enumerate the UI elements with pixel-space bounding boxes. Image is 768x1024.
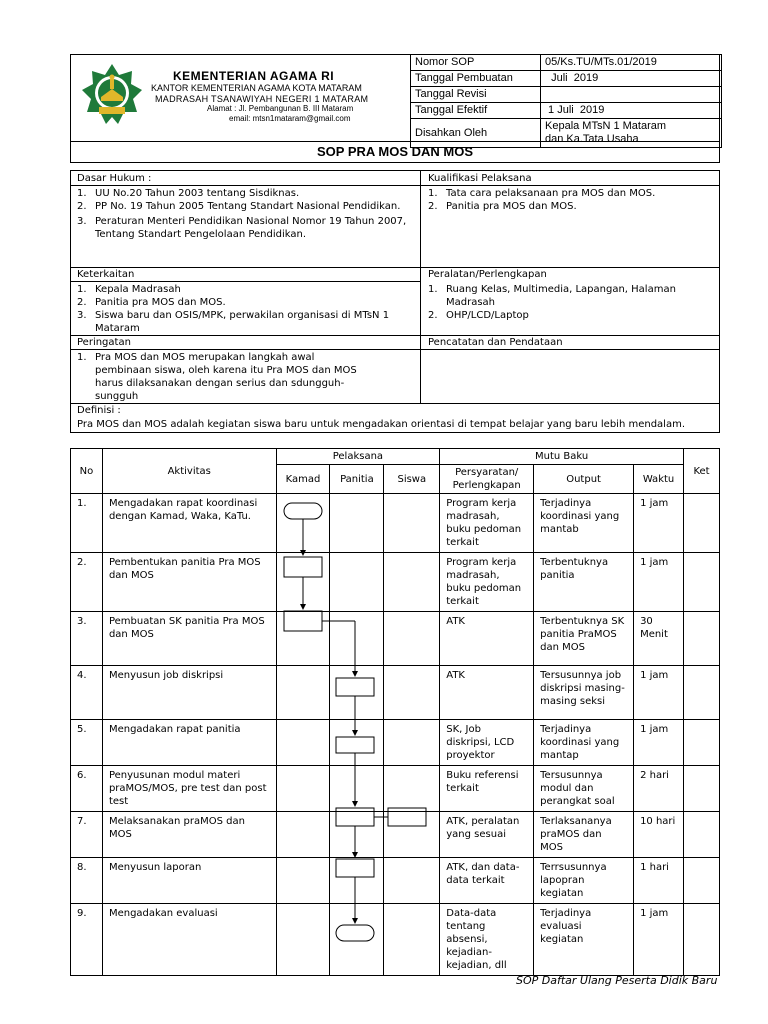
list-item: 1. Kepala Madrasah bbox=[77, 284, 181, 295]
cell-persyaratan: ATK, dan data-data terkait bbox=[440, 858, 534, 904]
cell-aktivitas: Menyusun job diskripsi bbox=[102, 666, 276, 720]
cell-no: 3. bbox=[71, 612, 103, 666]
cell-no: 9. bbox=[71, 904, 103, 976]
cell-aktivitas: Melaksanakan praMOS dan MOS bbox=[102, 812, 276, 858]
cell-aktivitas: Pembentukan panitia Pra MOS dan MOS bbox=[102, 553, 276, 612]
list-item: 2. PP No. 19 Tahun 2005 Tentang Standart Nasional Pendidikan. bbox=[77, 201, 401, 212]
col-siswa: Siswa bbox=[384, 465, 440, 494]
keterkaitan-label: Keterkaitan bbox=[77, 269, 135, 280]
school-name: MADRASAH TSANAWIYAH NEGERI 1 MATARAM bbox=[155, 94, 369, 104]
meta-value: Kepala MTsN 1 Mataram dan Ka.Tata Usaha bbox=[541, 119, 722, 148]
meta-value: 05/Ks.TU/MTs.01/2019 bbox=[541, 55, 722, 71]
cell-output: Terbentuknya panitia bbox=[534, 553, 634, 612]
kualifikasi-label: Kualifikasi Pelaksana bbox=[428, 173, 532, 184]
cell-output: Terjadinya evaluasi kegiatan bbox=[534, 904, 634, 976]
peringatan-label: Peringatan bbox=[77, 337, 131, 348]
col-mutu-baku: Mutu Baku bbox=[440, 449, 684, 465]
cell-waktu: 1 jam bbox=[634, 666, 684, 720]
cell-aktivitas: Mengadakan evaluasi bbox=[102, 904, 276, 976]
cell-persyaratan: ATK bbox=[440, 666, 534, 720]
list-item: 2. OHP/LCD/Laptop bbox=[428, 310, 529, 321]
cell-waktu: 30 Menit bbox=[634, 612, 684, 666]
cell-no: 1. bbox=[71, 494, 103, 553]
cell-aktivitas: Pembuatan SK panitia Pra MOS dan MOS bbox=[102, 612, 276, 666]
col-output: Output bbox=[534, 465, 634, 494]
list-item: 1. Pra MOS dan MOS merupakan langkah awal pembinaan siswa, oleh karena itu Pra MOS dan MOS harus dilaksanakan dengan serius dan sdungguh-sungguh bbox=[77, 352, 357, 402]
flow-step-box bbox=[388, 808, 426, 826]
cell-no: 2. bbox=[71, 553, 103, 612]
flow-step-box bbox=[284, 557, 322, 577]
cell-waktu: 1 hari bbox=[634, 858, 684, 904]
cell-persyaratan: ATK, peralatan yang sesuai bbox=[440, 812, 534, 858]
flow-step-box bbox=[336, 678, 374, 696]
cell-output: Terjadinya koordinasi yang mantab bbox=[534, 494, 634, 553]
cell-waktu: 1 jam bbox=[634, 904, 684, 976]
sop-title-text: SOP PRA MOS DAN MOS bbox=[316, 144, 474, 159]
flow-step-box bbox=[336, 859, 374, 877]
cell-waktu: 2 hari bbox=[634, 766, 684, 812]
cell-waktu: 10 hari bbox=[634, 812, 684, 858]
cell-waktu: 1 jam bbox=[634, 720, 684, 766]
meta-label: Nomor SOP bbox=[411, 55, 541, 71]
cell-aktivitas: Penyusunan modul materi praMOS/MOS, pre test dan post test bbox=[102, 766, 276, 812]
cell-no: 6. bbox=[71, 766, 103, 812]
flow-end-terminator bbox=[336, 925, 374, 941]
cell-persyaratan: Data-data tentang absensi, kejadian-kejadian, dll bbox=[440, 904, 534, 976]
ministry-name: KEMENTERIAN AGAMA RI bbox=[173, 69, 335, 83]
office-name: KANTOR KEMENTERIAN AGAMA KOTA MATARAM bbox=[151, 83, 362, 93]
list-item: 1. Ruang Kelas, Multimedia, Lapangan, Halaman Madrasah bbox=[428, 284, 676, 308]
cell-output: Tersusunnya job diskripsi masing-masing seksi bbox=[534, 666, 634, 720]
meta-value: Juli 2019 bbox=[541, 71, 722, 87]
list-item: 3. Peraturan Menteri Pendidikan Nasional Nomor 19 Tahun 2007, Tentang Standart Pengelolaan Pendidikan. bbox=[77, 216, 407, 240]
meta-value: 1 Juli 2019 bbox=[541, 103, 722, 119]
meta-label: Tanggal Revisi bbox=[411, 87, 541, 103]
cell-output: Tersusunnya modul dan perangkat soal bbox=[534, 766, 634, 812]
list-item: 1. UU No.20 Tahun 2003 tentang Sisdiknas. bbox=[77, 188, 300, 199]
flow-step-box bbox=[336, 808, 374, 826]
cell-aktivitas: Menyusun laporan bbox=[102, 858, 276, 904]
cell-no: 5. bbox=[71, 720, 103, 766]
pencatatan-label: Pencatatan dan Pendataan bbox=[428, 337, 563, 348]
cell-no: 7. bbox=[71, 812, 103, 858]
flow-step-box bbox=[284, 611, 322, 631]
cell-no: 8. bbox=[71, 858, 103, 904]
col-panitia: Panitia bbox=[330, 465, 384, 494]
meta-label: Tanggal Efektif bbox=[411, 103, 541, 119]
definisi-text: Pra MOS dan MOS adalah kegiatan siswa baru untuk mengadakan orientasi di tempat belajar yang baru lebih mendalam. bbox=[77, 419, 686, 430]
col-persyaratan: Persyaratan/ Perlengkapan bbox=[440, 465, 534, 494]
cell-aktivitas: Mengadakan rapat koordinasi dengan Kamad, Waka, KaTu. bbox=[102, 494, 276, 553]
meta-label: Disahkan Oleh bbox=[411, 119, 541, 148]
flow-step-box bbox=[336, 737, 374, 753]
col-kamad: Kamad bbox=[276, 465, 330, 494]
cell-persyaratan: Program kerja madrasah, buku pedoman terkait bbox=[440, 553, 534, 612]
cell-persyaratan: Buku referensi terkait bbox=[440, 766, 534, 812]
col-aktivitas: Aktivitas bbox=[102, 449, 276, 494]
cell-persyaratan: Program kerja madrasah, buku pedoman terkait bbox=[440, 494, 534, 553]
col-pelaksana: Pelaksana bbox=[276, 449, 440, 465]
cell-output: Terrsusunnya lapopran kegiatan bbox=[534, 858, 634, 904]
list-item: 3. Siswa baru dan OSIS/MPK, perwakilan organisasi di MTsN 1 Mataram bbox=[77, 310, 390, 334]
cell-output: Terjadinya koordinasi yang mantap bbox=[534, 720, 634, 766]
list-item: 1. Tata cara pelaksanaan pra MOS dan MOS. bbox=[428, 188, 656, 199]
col-waktu: Waktu bbox=[634, 465, 684, 494]
list-item: 2. Panitia pra MOS dan MOS. bbox=[77, 297, 226, 308]
cell-aktivitas: Mengadakan rapat panitia bbox=[102, 720, 276, 766]
dasar-hukum-label: Dasar Hukum : bbox=[77, 173, 152, 184]
list-item: 2. Panitia pra MOS dan MOS. bbox=[428, 201, 577, 212]
cell-waktu: 1 jam bbox=[634, 553, 684, 612]
cell-output: Terbentuknya SK panitia PraMOS dan MOS bbox=[534, 612, 634, 666]
definisi-label: Definisi : bbox=[77, 405, 121, 416]
peralatan-label: Peralatan/Perlengkapan bbox=[428, 269, 547, 280]
cell-output: Terlaksananya praMOS dan MOS bbox=[534, 812, 634, 858]
cell-waktu: 1 jam bbox=[634, 494, 684, 553]
flow-start-terminator bbox=[284, 503, 322, 519]
cell-persyaratan: ATK bbox=[440, 612, 534, 666]
cell-no: 4. bbox=[71, 666, 103, 720]
col-no: No bbox=[71, 449, 103, 494]
col-ket: Ket bbox=[684, 449, 720, 494]
school-email: email: mtsn1mataram@gmail.com bbox=[229, 114, 351, 123]
footer-caption: SOP Daftar Ulang Peserta Didik Baru bbox=[516, 974, 718, 987]
school-address: Alamat : Jl. Pembangunan B. III Mataram bbox=[207, 104, 354, 113]
meta-label: Tanggal Pembuatan bbox=[411, 71, 541, 87]
cell-persyaratan: SK, Job diskripsi, LCD proyektor bbox=[440, 720, 534, 766]
